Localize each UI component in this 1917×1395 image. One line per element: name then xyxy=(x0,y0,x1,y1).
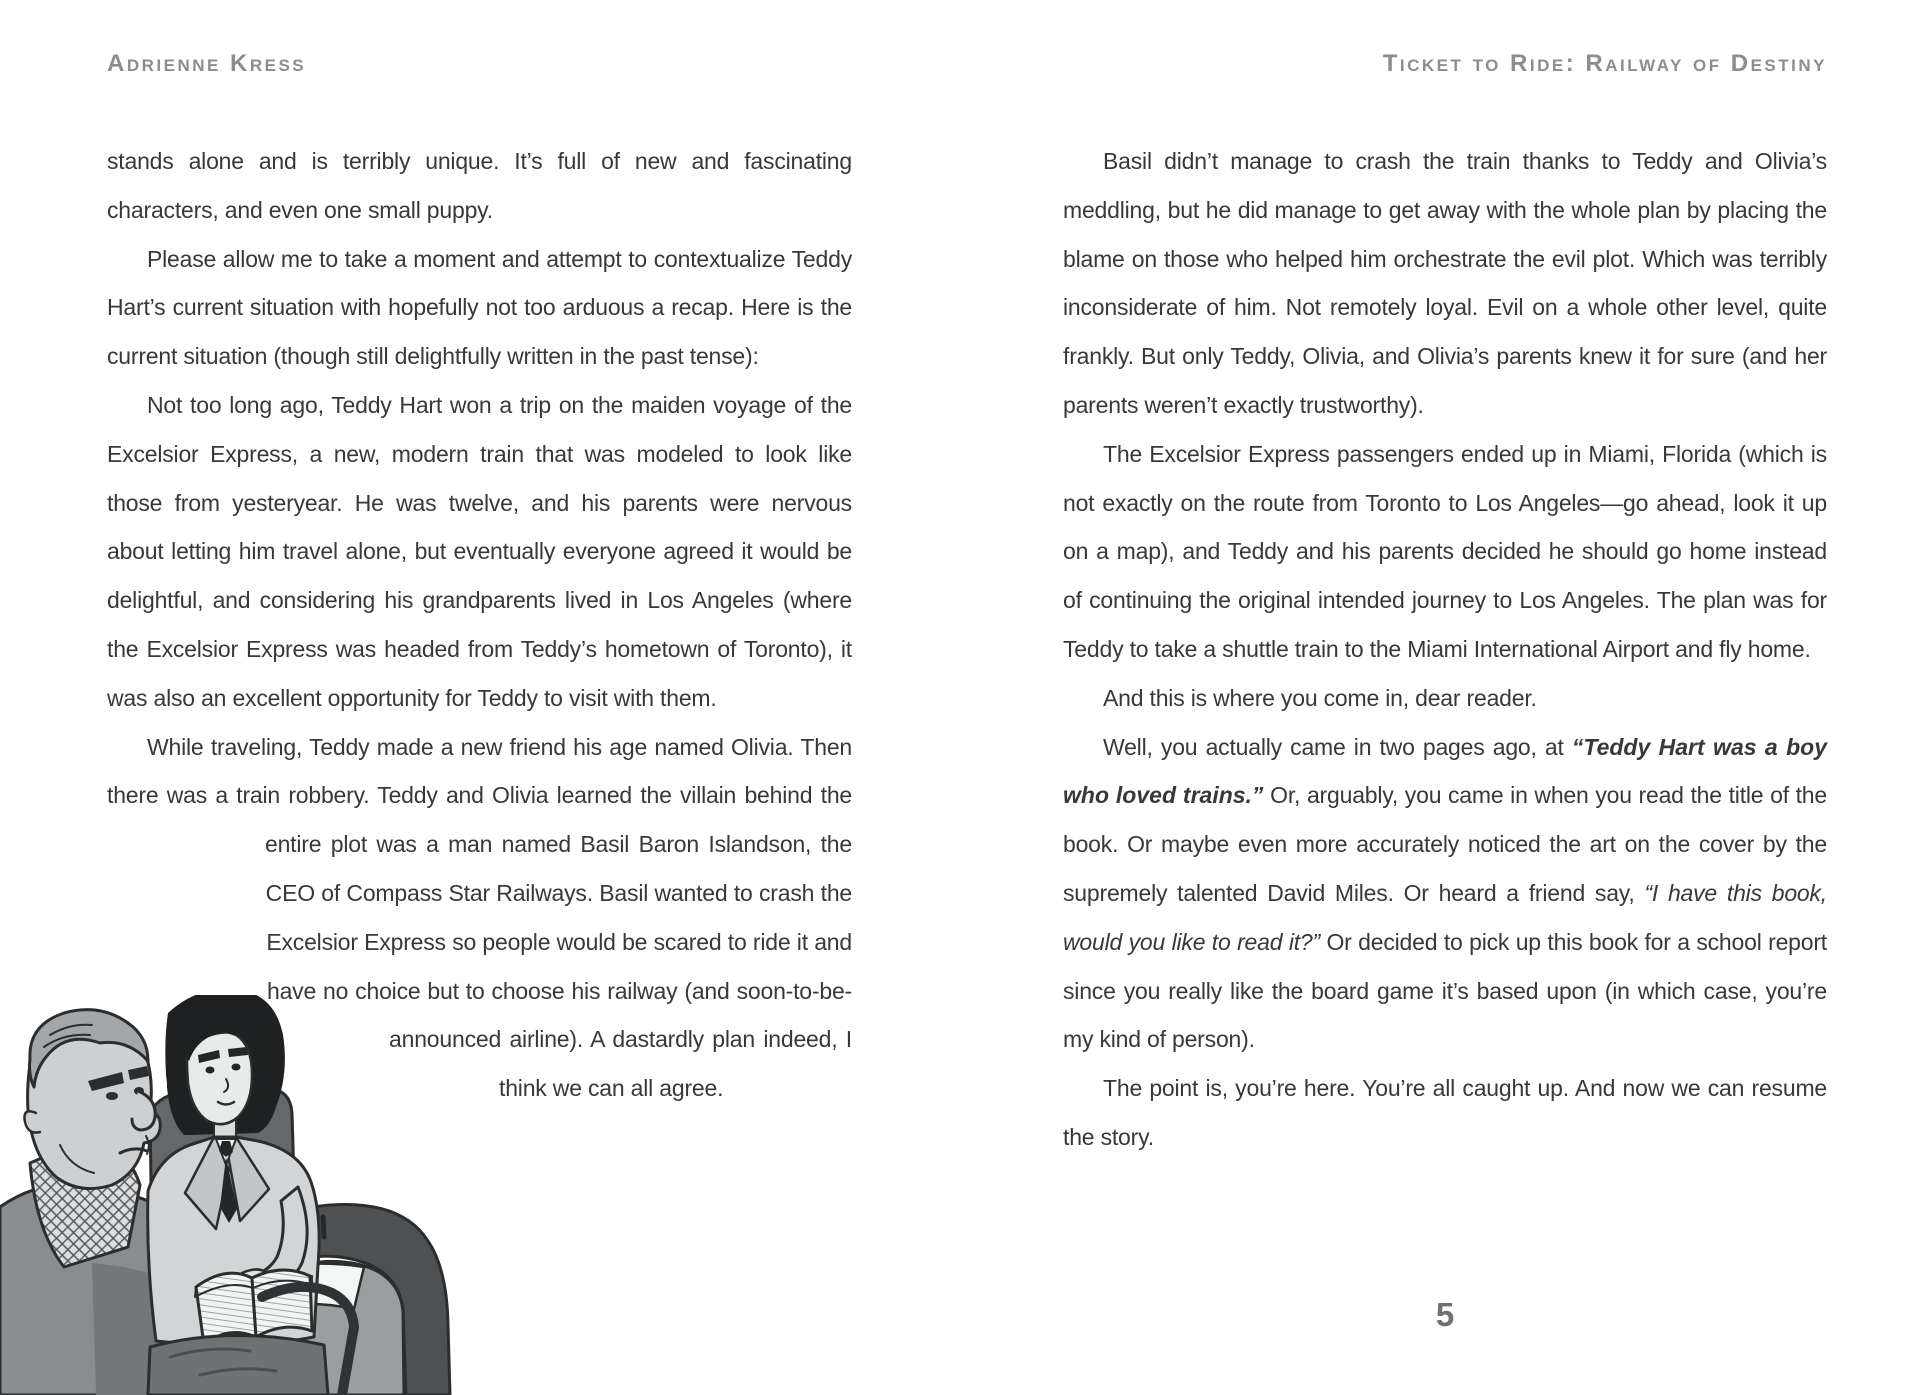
italic-quote: “I have this book, would you like to read it?” xyxy=(1063,879,1827,955)
train-passengers-illustration xyxy=(0,995,465,1395)
author-running-head: Adrienne Kress xyxy=(107,50,307,77)
paragraph: Not too long ago, Teddy Hart won a trip on the maiden voyage of the Excelsior Express, a new, modern train that was modeled to look like those from yesteryear. He was twelve, and his parents were nervous about letting him travel alone, but eventually everyone agreed it would be delightful, and considering his grandparents lived in Los Angeles (where the Excelsior Express was headed from Teddy’s hometown of Toronto), it was also an excellent opportunity for Teddy to visit with them. xyxy=(107,391,852,711)
paragraph: And this is where you come in, dear reader. xyxy=(1103,684,1537,711)
paragraph: Basil didn’t manage to crash the train thanks to Teddy and Olivia’s meddling, but he did manage to get away with the whole plan by placing the blame on those who helped him orchestrate the evil plot. Which was terribly inconsiderate of him. Not remotely loyal. Evil on a whole other level, quite frankly. But only Teddy, Olivia, and Olivia’s parents knew it for sure (and her parents weren’t exactly trustworthy). xyxy=(1063,148,1827,418)
title-running-head: Ticket to Ride: Railway of Destiny xyxy=(1382,50,1827,77)
paragraph: The point is, you’re here. You’re all caught up. And now we can resume the story. xyxy=(1063,1075,1827,1150)
paragraph: The Excelsior Express passengers ended up in Miami, Florida (which is not exactly on the route from Toronto to Los Angeles—go ahead, look it up on a map), and Teddy and his parents decided he should go home instead of continuing the original intended journey to Los Angeles. The plan was for Teddy to take a shuttle train to the Miami International Airport and fly home. xyxy=(1063,440,1827,662)
paragraph-text: Well, you actually came in two pages ago, at xyxy=(1103,733,1572,760)
paragraph-mixed-styles xyxy=(1063,723,1827,1065)
left-page xyxy=(0,0,958,1395)
right-page xyxy=(958,0,1917,1395)
paragraph-text: Or, arguably, you came in when you read the title of the book. Or maybe even more accurately noticed the art on the cover by the supremely talented David Miles. Or heard a friend say, xyxy=(1063,782,1827,906)
right-text-column xyxy=(1063,137,1827,1162)
bold-italic-quote: “Teddy Hart was a boy who loved trains.” xyxy=(1063,733,1827,809)
page-number: 5 xyxy=(1435,1296,1455,1333)
paragraph: stands alone and is terribly unique. It’s full of new and fascinating characters, and even one small puppy. xyxy=(107,148,852,223)
paragraph: Please allow me to take a moment and attempt to contextualize Teddy Hart’s current situation with hopefully not too arduous a recap. Here is the current situation (though still delightfully written in the past tense): xyxy=(107,245,852,370)
paragraph-text: Or decided to pick up this book for a school report since you really like the board game it’s based upon (in which case, you’re my kind of person). xyxy=(1063,928,1827,1053)
paragraph-text: While traveling, Teddy made a new friend his age named Olivia. Then there was a train robbery. Teddy and Olivia learned the villain behind the entire plot was a man named Basil Baron Islandson, the CEO of Compass Star Railways. Basil wanted to crash the Excelsior Express so people would be scared to ride it and have no choice but to choose his railway (and soon-to-be-announced airline). A dastardly plan indeed, I think we can all agree. xyxy=(107,733,852,1102)
